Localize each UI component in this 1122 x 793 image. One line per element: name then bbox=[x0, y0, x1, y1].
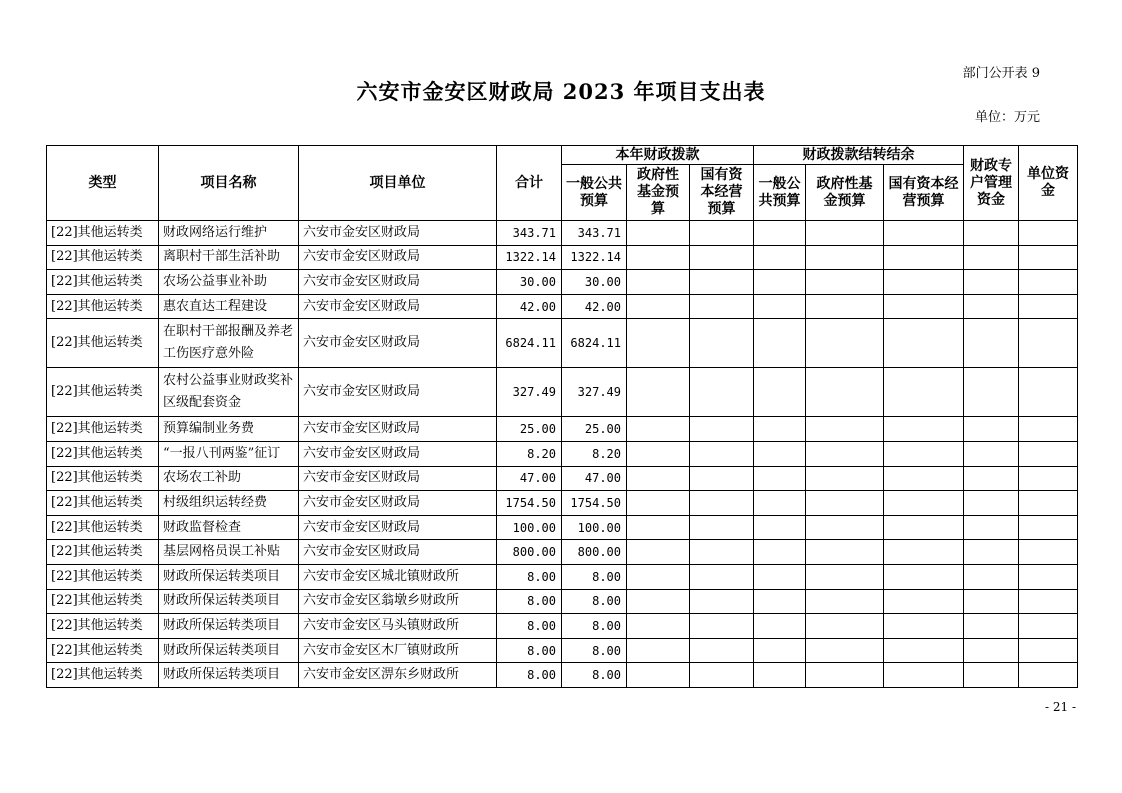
cell-unit-funds bbox=[1019, 564, 1078, 589]
cell-general-budget: 100.00 bbox=[562, 515, 627, 540]
cell-carry-general bbox=[754, 245, 806, 270]
cell-unit-funds bbox=[1019, 270, 1078, 295]
cell-carry-state-capital bbox=[884, 564, 964, 589]
table-row bbox=[47, 638, 1078, 663]
cell-unit-funds bbox=[1019, 466, 1078, 491]
table-row bbox=[47, 245, 1078, 270]
table-row bbox=[47, 294, 1078, 319]
cell-carry-gov-fund bbox=[806, 589, 884, 614]
cell-special-account bbox=[964, 589, 1019, 614]
cell-state-capital bbox=[690, 540, 754, 565]
cell-state-capital bbox=[690, 245, 754, 270]
header-special-account: 财政专户管理资金 bbox=[964, 146, 1019, 221]
cell-unit-funds bbox=[1019, 491, 1078, 516]
cell-carry-general bbox=[754, 638, 806, 663]
cell-type: [22]其他运转类 bbox=[47, 417, 159, 442]
cell-special-account bbox=[964, 466, 1019, 491]
cell-total: 100.00 bbox=[497, 515, 562, 540]
cell-unit-funds bbox=[1019, 589, 1078, 614]
cell-project-unit: 六安市金安区财政局 bbox=[299, 540, 497, 565]
header-current-general: 一般公共预算 bbox=[562, 165, 627, 221]
cell-project-name: “一报八刊两鉴”征订 bbox=[159, 441, 299, 466]
cell-state-capital bbox=[690, 319, 754, 368]
table-row bbox=[47, 466, 1078, 491]
cell-total: 8.00 bbox=[497, 589, 562, 614]
cell-state-capital bbox=[690, 589, 754, 614]
cell-carry-general bbox=[754, 564, 806, 589]
cell-special-account bbox=[964, 319, 1019, 368]
cell-project-unit: 六安市金安区财政局 bbox=[299, 466, 497, 491]
cell-state-capital bbox=[690, 663, 754, 688]
cell-total: 8.00 bbox=[497, 564, 562, 589]
cell-general-budget: 327.49 bbox=[562, 368, 627, 417]
header-current-year-group: 本年财政拨款 bbox=[562, 146, 754, 165]
cell-carry-gov-fund bbox=[806, 441, 884, 466]
cell-carry-state-capital bbox=[884, 540, 964, 565]
cell-total: 25.00 bbox=[497, 417, 562, 442]
project-expenditure-table bbox=[46, 145, 1078, 688]
cell-unit-funds bbox=[1019, 294, 1078, 319]
cell-general-budget: 6824.11 bbox=[562, 319, 627, 368]
cell-project-name: 基层网格员误工补贴 bbox=[159, 540, 299, 565]
cell-general-budget: 25.00 bbox=[562, 417, 627, 442]
cell-state-capital bbox=[690, 221, 754, 246]
cell-carry-general bbox=[754, 417, 806, 442]
cell-type: [22]其他运转类 bbox=[47, 564, 159, 589]
cell-carry-state-capital bbox=[884, 515, 964, 540]
cell-gov-fund bbox=[627, 564, 690, 589]
cell-unit-funds bbox=[1019, 614, 1078, 639]
cell-gov-fund bbox=[627, 368, 690, 417]
cell-project-name: 农场农工补助 bbox=[159, 466, 299, 491]
cell-project-unit: 六安市金安区淠东乡财政所 bbox=[299, 663, 497, 688]
cell-special-account bbox=[964, 245, 1019, 270]
cell-unit-funds bbox=[1019, 663, 1078, 688]
cell-carry-state-capital bbox=[884, 589, 964, 614]
cell-state-capital bbox=[690, 294, 754, 319]
cell-carry-state-capital bbox=[884, 441, 964, 466]
cell-project-name: 预算编制业务费 bbox=[159, 417, 299, 442]
cell-special-account bbox=[964, 540, 1019, 565]
cell-carry-state-capital bbox=[884, 294, 964, 319]
cell-carry-state-capital bbox=[884, 638, 964, 663]
cell-special-account bbox=[964, 614, 1019, 639]
cell-type: [22]其他运转类 bbox=[47, 540, 159, 565]
cell-type: [22]其他运转类 bbox=[47, 466, 159, 491]
cell-gov-fund bbox=[627, 441, 690, 466]
cell-general-budget: 8.00 bbox=[562, 638, 627, 663]
cell-general-budget: 8.00 bbox=[562, 614, 627, 639]
cell-general-budget: 47.00 bbox=[562, 466, 627, 491]
cell-total: 1754.50 bbox=[497, 491, 562, 516]
cell-gov-fund bbox=[627, 614, 690, 639]
cell-project-name: 财政所保运转类项目 bbox=[159, 564, 299, 589]
cell-project-unit: 六安市金安区财政局 bbox=[299, 515, 497, 540]
cell-carry-general bbox=[754, 294, 806, 319]
header-current-gov-fund: 政府性基金预算 bbox=[627, 165, 690, 221]
cell-type: [22]其他运转类 bbox=[47, 614, 159, 639]
cell-special-account bbox=[964, 441, 1019, 466]
cell-carry-general bbox=[754, 270, 806, 295]
cell-type: [22]其他运转类 bbox=[47, 491, 159, 516]
cell-carry-general bbox=[754, 441, 806, 466]
cell-project-unit: 六安市金安区翁墩乡财政所 bbox=[299, 589, 497, 614]
cell-total: 343.71 bbox=[497, 221, 562, 246]
cell-type: [22]其他运转类 bbox=[47, 294, 159, 319]
cell-carry-state-capital bbox=[884, 368, 964, 417]
cell-special-account bbox=[964, 515, 1019, 540]
table-row bbox=[47, 663, 1078, 688]
cell-unit-funds bbox=[1019, 540, 1078, 565]
cell-unit-funds bbox=[1019, 319, 1078, 368]
cell-gov-fund bbox=[627, 540, 690, 565]
cell-carry-general bbox=[754, 319, 806, 368]
cell-project-unit: 六安市金安区财政局 bbox=[299, 319, 497, 368]
table-row bbox=[47, 319, 1078, 368]
cell-general-budget: 343.71 bbox=[562, 221, 627, 246]
cell-carry-gov-fund bbox=[806, 221, 884, 246]
cell-carry-general bbox=[754, 589, 806, 614]
cell-carry-gov-fund bbox=[806, 663, 884, 688]
header-project-unit: 项目单位 bbox=[299, 146, 497, 221]
cell-carry-general bbox=[754, 663, 806, 688]
cell-special-account bbox=[964, 221, 1019, 246]
cell-carry-general bbox=[754, 515, 806, 540]
cell-gov-fund bbox=[627, 417, 690, 442]
cell-type: [22]其他运转类 bbox=[47, 441, 159, 466]
cell-gov-fund bbox=[627, 491, 690, 516]
cell-general-budget: 8.00 bbox=[562, 589, 627, 614]
cell-type: [22]其他运转类 bbox=[47, 221, 159, 246]
cell-total: 6824.11 bbox=[497, 319, 562, 368]
cell-project-unit: 六安市金安区马头镇财政所 bbox=[299, 614, 497, 639]
cell-total: 8.00 bbox=[497, 663, 562, 688]
cell-project-name: 惠农直达工程建设 bbox=[159, 294, 299, 319]
cell-project-unit: 六安市金安区财政局 bbox=[299, 245, 497, 270]
table-row bbox=[47, 491, 1078, 516]
cell-carry-gov-fund bbox=[806, 245, 884, 270]
cell-general-budget: 8.00 bbox=[562, 663, 627, 688]
cell-gov-fund bbox=[627, 319, 690, 368]
cell-carry-gov-fund bbox=[806, 540, 884, 565]
cell-carry-gov-fund bbox=[806, 491, 884, 516]
cell-total: 1322.14 bbox=[497, 245, 562, 270]
cell-project-unit: 六安市金安区城北镇财政所 bbox=[299, 564, 497, 589]
cell-type: [22]其他运转类 bbox=[47, 589, 159, 614]
cell-total: 42.00 bbox=[497, 294, 562, 319]
cell-unit-funds bbox=[1019, 638, 1078, 663]
cell-gov-fund bbox=[627, 589, 690, 614]
cell-carry-gov-fund bbox=[806, 417, 884, 442]
cell-type: [22]其他运转类 bbox=[47, 368, 159, 417]
cell-unit-funds bbox=[1019, 245, 1078, 270]
cell-gov-fund bbox=[627, 221, 690, 246]
cell-total: 800.00 bbox=[497, 540, 562, 565]
table-row bbox=[47, 221, 1078, 246]
cell-carry-state-capital bbox=[884, 221, 964, 246]
cell-project-name: 农村公益事业财政奖补区级配套资金 bbox=[159, 368, 299, 417]
cell-project-unit: 六安市金安区木厂镇财政所 bbox=[299, 638, 497, 663]
cell-total: 327.49 bbox=[497, 368, 562, 417]
cell-gov-fund bbox=[627, 663, 690, 688]
header-carry-general: 一般公共预算 bbox=[754, 165, 806, 221]
cell-project-name: 农场公益事业补助 bbox=[159, 270, 299, 295]
cell-total: 8.00 bbox=[497, 638, 562, 663]
table-row bbox=[47, 441, 1078, 466]
header-current-state-capital: 国有资本经营预算 bbox=[690, 165, 754, 221]
cell-general-budget: 30.00 bbox=[562, 270, 627, 295]
cell-special-account bbox=[964, 294, 1019, 319]
table-row bbox=[47, 564, 1078, 589]
cell-project-unit: 六安市金安区财政局 bbox=[299, 270, 497, 295]
cell-state-capital bbox=[690, 466, 754, 491]
cell-carry-state-capital bbox=[884, 491, 964, 516]
cell-total: 8.00 bbox=[497, 614, 562, 639]
cell-project-unit: 六安市金安区财政局 bbox=[299, 417, 497, 442]
cell-carry-general bbox=[754, 368, 806, 417]
header-carry-state-capital: 国有资本经营预算 bbox=[884, 165, 964, 221]
cell-state-capital bbox=[690, 515, 754, 540]
unit-label: 单位：万元 bbox=[974, 110, 1040, 125]
cell-type: [22]其他运转类 bbox=[47, 270, 159, 295]
cell-general-budget: 800.00 bbox=[562, 540, 627, 565]
page-title: 六安市金安区财政局 2023 年项目支出表 bbox=[356, 79, 766, 104]
cell-general-budget: 8.20 bbox=[562, 441, 627, 466]
cell-special-account bbox=[964, 368, 1019, 417]
cell-state-capital bbox=[690, 564, 754, 589]
table-row bbox=[47, 515, 1078, 540]
cell-carry-state-capital bbox=[884, 245, 964, 270]
header-project-name: 项目名称 bbox=[159, 146, 299, 221]
cell-carry-general bbox=[754, 491, 806, 516]
cell-unit-funds bbox=[1019, 441, 1078, 466]
cell-project-unit: 六安市金安区财政局 bbox=[299, 368, 497, 417]
cell-general-budget: 1754.50 bbox=[562, 491, 627, 516]
cell-carry-general bbox=[754, 614, 806, 639]
cell-carry-gov-fund bbox=[806, 614, 884, 639]
cell-project-name: 财政网络运行维护 bbox=[159, 221, 299, 246]
cell-carry-gov-fund bbox=[806, 638, 884, 663]
cell-project-name: 财政所保运转类项目 bbox=[159, 614, 299, 639]
cell-unit-funds bbox=[1019, 417, 1078, 442]
cell-state-capital bbox=[690, 417, 754, 442]
cell-state-capital bbox=[690, 270, 754, 295]
cell-project-name: 财政所保运转类项目 bbox=[159, 638, 299, 663]
cell-gov-fund bbox=[627, 515, 690, 540]
cell-carry-gov-fund bbox=[806, 466, 884, 491]
page-number: - 21 - bbox=[1045, 700, 1077, 714]
cell-type: [22]其他运转类 bbox=[47, 663, 159, 688]
cell-project-name: 离职村干部生活补助 bbox=[159, 245, 299, 270]
cell-carry-state-capital bbox=[884, 614, 964, 639]
cell-state-capital bbox=[690, 614, 754, 639]
header-carry-gov-fund: 政府性基金预算 bbox=[806, 165, 884, 221]
cell-project-unit: 六安市金安区财政局 bbox=[299, 491, 497, 516]
table-row bbox=[47, 368, 1078, 417]
cell-project-name: 村级组织运转经费 bbox=[159, 491, 299, 516]
cell-carry-general bbox=[754, 540, 806, 565]
cell-type: [22]其他运转类 bbox=[47, 638, 159, 663]
cell-general-budget: 42.00 bbox=[562, 294, 627, 319]
cell-state-capital bbox=[690, 368, 754, 417]
cell-special-account bbox=[964, 564, 1019, 589]
cell-unit-funds bbox=[1019, 515, 1078, 540]
table-row bbox=[47, 270, 1078, 295]
table-row bbox=[47, 614, 1078, 639]
cell-project-unit: 六安市金安区财政局 bbox=[299, 294, 497, 319]
cell-project-name: 在职村干部报酬及养老工伤医疗意外险 bbox=[159, 319, 299, 368]
cell-state-capital bbox=[690, 638, 754, 663]
header-type: 类型 bbox=[47, 146, 159, 221]
table-row bbox=[47, 589, 1078, 614]
cell-state-capital bbox=[690, 441, 754, 466]
cell-project-name: 财政所保运转类项目 bbox=[159, 589, 299, 614]
cell-general-budget: 1322.14 bbox=[562, 245, 627, 270]
cell-type: [22]其他运转类 bbox=[47, 515, 159, 540]
cell-total: 47.00 bbox=[497, 466, 562, 491]
table-row bbox=[47, 417, 1078, 442]
cell-gov-fund bbox=[627, 245, 690, 270]
cell-special-account bbox=[964, 270, 1019, 295]
cell-special-account bbox=[964, 491, 1019, 516]
cell-gov-fund bbox=[627, 294, 690, 319]
cell-carry-gov-fund bbox=[806, 270, 884, 295]
cell-carry-state-capital bbox=[884, 466, 964, 491]
cell-project-unit: 六安市金安区财政局 bbox=[299, 221, 497, 246]
cell-carry-general bbox=[754, 466, 806, 491]
cell-unit-funds bbox=[1019, 368, 1078, 417]
cell-special-account bbox=[964, 638, 1019, 663]
cell-carry-gov-fund bbox=[806, 368, 884, 417]
cell-carry-gov-fund bbox=[806, 564, 884, 589]
cell-carry-general bbox=[754, 221, 806, 246]
cell-carry-gov-fund bbox=[806, 294, 884, 319]
cell-total: 8.20 bbox=[497, 441, 562, 466]
cell-carry-state-capital bbox=[884, 663, 964, 688]
cell-project-name: 财政所保运转类项目 bbox=[159, 663, 299, 688]
header-total: 合计 bbox=[497, 146, 562, 221]
cell-type: [22]其他运转类 bbox=[47, 319, 159, 368]
cell-carry-gov-fund bbox=[806, 319, 884, 368]
cell-total: 30.00 bbox=[497, 270, 562, 295]
cell-general-budget: 8.00 bbox=[562, 564, 627, 589]
cell-special-account bbox=[964, 663, 1019, 688]
table-row bbox=[47, 540, 1078, 565]
cell-project-name: 财政监督检查 bbox=[159, 515, 299, 540]
cell-type: [22]其他运转类 bbox=[47, 245, 159, 270]
header-unit-funds: 单位资金 bbox=[1019, 146, 1078, 221]
form-number: 部门公开表 9 bbox=[962, 66, 1040, 81]
cell-gov-fund bbox=[627, 638, 690, 663]
cell-project-unit: 六安市金安区财政局 bbox=[299, 441, 497, 466]
cell-gov-fund bbox=[627, 466, 690, 491]
cell-carry-state-capital bbox=[884, 270, 964, 295]
header-carryover-group: 财政拨款结转结余 bbox=[754, 146, 964, 165]
cell-carry-state-capital bbox=[884, 417, 964, 442]
cell-carry-gov-fund bbox=[806, 515, 884, 540]
cell-gov-fund bbox=[627, 270, 690, 295]
cell-special-account bbox=[964, 417, 1019, 442]
cell-unit-funds bbox=[1019, 221, 1078, 246]
cell-state-capital bbox=[690, 491, 754, 516]
cell-carry-state-capital bbox=[884, 319, 964, 368]
